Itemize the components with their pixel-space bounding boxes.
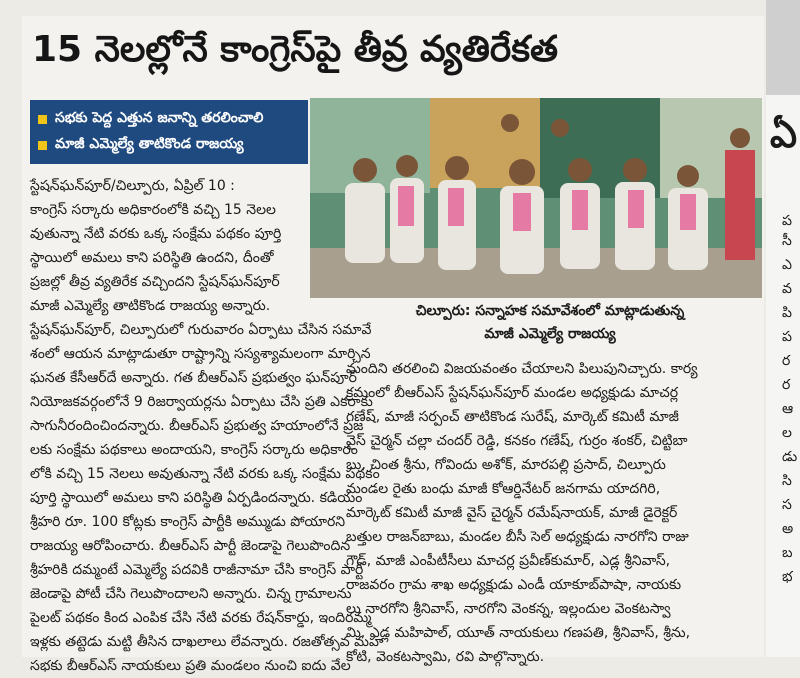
article-line: మాజీ ఎమ్మెల్యే తాటికొండ రాజయ్య అన్నారు. — [30, 298, 271, 314]
adjacent-text-fragment: ఆ — [782, 401, 794, 417]
adjacent-text-fragment: ల — [782, 425, 792, 441]
meeting-photo-illustration — [310, 98, 762, 298]
bullet-icon — [38, 115, 47, 124]
article-line: మందిని తరలించి విజయవంతం చేయాలని పిలుపునిచ్చారు. కార్య — [346, 361, 698, 377]
caption-line: చిల్పూరు: సన్నాహక సమావేశంలో మాట్లాడుతున్న — [415, 303, 685, 319]
meeting-photo — [310, 98, 762, 298]
article-line: రాజవరం గ్రామ శాఖ అధ్యక్షుడు ఎండీ యాకూబ్‌పాషా, నాయకు — [346, 577, 682, 593]
article-line: కోటి, వెంకటస్వామి, రవి పాల్గొన్నారు. — [346, 649, 545, 665]
article-line: పైలట్ పథకం కింద ఎంపిక చేసి నేటి వరకు రేషన్‌కార్డు, ఇందిరమ్మ — [30, 610, 372, 626]
article-line: ఘనత కేసీఆర్‌దే అన్నారు. గత బీఆర్ఎస్ ప్రభుత్వం ఘన్‌పూర్ — [30, 370, 357, 386]
adjacent-text-fragment: సీ — [782, 233, 792, 249]
article-line: లకు సంక్షేమ పథకాలు అందాయని, కాంగ్రెస్ సర్కారు అధికారం — [30, 442, 358, 458]
adjacent-text-fragment: స — [782, 497, 792, 513]
article-line: కాంగ్రెస్ సర్కారు అధికారంలోకి వచ్చి 15 నెలల — [30, 202, 276, 218]
article-line: పూర్తి స్థాయిలో అమలు కాని పరిస్థితి ఏర్పడిందన్నారు. కడియం — [30, 490, 363, 506]
adjacent-text-fragment: డు — [782, 449, 798, 465]
article-line: లు నారగోని శ్రీనివాస్, నారగోని వెంకన్న, ఇల్లందుల వెంకటస్వా — [346, 601, 671, 617]
article-line: శ్రీహరికి దమ్మంటే ఎమ్మెల్యే పదవికి రాజీనామా చేసి కాంగ్రెస్ పార్టీ — [30, 562, 364, 578]
subhead-item — [38, 132, 300, 158]
adjacent-text-fragment: అ — [782, 521, 794, 537]
article-line: గౌడ్, మాజీ ఎంపీటీసీలు మాచర్ల ప్రవీణ్‌కుమార్, ఎడ్ల శ్రీనివాస్, — [346, 553, 671, 569]
article-left-column — [30, 174, 384, 678]
adjacent-headline-fragment: ఏ — [770, 112, 798, 156]
article-line: మార్కెట్ కమిటీ మాజీ వైస్ చైర్మన్ రమేష్‌నాయక్, మాజీ డైరెక్టర్ — [346, 505, 678, 521]
article-line: ఇళ్లకు తట్టెడు మట్టి తీసిన దాఖలాలు లేవన్నారు. రజతోత్సవ మహ — [30, 634, 384, 650]
article-line: మి, ఎడ్ల మహిపాల్, యూత్ నాయకులు గణపతి, శ్రీనివాస్, శ్రీను, — [346, 625, 691, 641]
subhead-text: మాజీ ఎమ్మెల్యే తాటికొండ రాజయ్య — [55, 135, 244, 152]
adjacent-text-fragment: ప — [782, 329, 792, 345]
caption-line: మాజీ ఎమ్మెల్యే రాజయ్య — [484, 326, 616, 342]
article-line: శంలో ఆయన మాట్లాడుతూ రాష్ట్రాన్ని సస్యశ్యామలంగా మార్చిన — [30, 346, 371, 362]
article-line: బత్తుల రాజన్‌బాబు, మండల బీసీ సెల్ అధ్యక్షుడు నారగోని రాజు — [346, 529, 689, 545]
adjacent-text-fragment: ప — [782, 213, 792, 229]
adjacent-text-fragment: సి — [782, 473, 792, 489]
bullet-icon — [38, 141, 47, 150]
article-line: స్టేషన్‌ఘన్‌పూర్, చిల్పూరులో గురువారం ఏర్పాటు చేసిన సమావే — [30, 322, 372, 338]
article-line: ప్రజల్లో తీవ్ర వ్యతిరేక వచ్చిందని స్టేషన్‌ఘన్‌పూర్ — [30, 274, 280, 290]
article-right-column — [346, 357, 761, 669]
photo-caption — [340, 300, 760, 346]
subhead-box — [30, 100, 308, 164]
article-line: బు, చింత శ్రీను, గోవిందు అశోక్, మారపల్లి ప్రసాద్, చిల్పూరు — [346, 457, 666, 473]
headline: 15 నెలల్లోనే కాంగ్రెస్‌పై తీవ్ర వ్యతిరేకత — [32, 29, 559, 70]
adjacent-photo-edge — [766, 0, 800, 95]
adjacent-text-fragment: పి — [782, 305, 792, 321]
article-line: వుతున్నా నేటి వరకు ఒక్క సంక్షేమ పథకం పూర్తి — [30, 226, 282, 242]
article-line: శ్రీహరి రూ. 100 కోట్లకు కాంగ్రెస్ పార్టీకి అమ్ముడు పోయారని — [30, 514, 346, 530]
article-line: సభకు బీఆర్ఎస్ నాయకులు ప్రతి మండలం నుంచి ఐదు వేల — [30, 658, 351, 674]
adjacent-text-fragment: ఎ — [782, 257, 792, 273]
article-line: క్రమంలో బీఆర్ఎస్ స్టేషన్‌ఘన్‌పూర్ మండల అధ్యక్షుడు మాచర్ల — [346, 385, 679, 401]
article-line: నియోజకవర్గంలోనే 9 రిజర్వాయర్లను ఏర్పాటు చేసి ప్రతి ఎకరాకు — [30, 394, 373, 410]
adjacent-article-edge — [766, 0, 800, 657]
subhead-item — [38, 106, 300, 132]
article-line: లోకి వచ్చి 15 నెలలు అవుతున్నా నేటి వరకు ఒక్క సంక్షేమ పథకం — [30, 466, 380, 482]
adjacent-text-fragment: బ — [782, 545, 793, 561]
article-line: స్థాయిలో అమలు కాని పరిస్థితి ఉందని, దీంతో — [30, 250, 274, 266]
article-line: మండల రైతు బంధు మాజీ కోఆర్డినేటర్ జనగామ యాదగిరి, — [346, 481, 661, 497]
article-line: గణేష్, మాజీ సర్పంచ్ తాటికొండ సురేష్, మార్కెట్ కమిటీ మాజీ — [346, 409, 679, 425]
adjacent-text-fragment: ర — [782, 377, 791, 393]
adjacent-text-fragment: వ — [782, 281, 792, 297]
article-line: రాజయ్య ఆరోపించారు. బీఆర్ఎస్ పార్టీ జెండాపై గెలుపొందిన — [30, 538, 351, 554]
article-line: జెండాపై పోటీ చేసి గెలుపొందాలని అన్నారు. చిన్న గ్రామాలను — [30, 586, 352, 602]
subhead-text: సభకు పెద్ద ఎత్తున జనాన్ని తరలించాలి — [55, 109, 264, 126]
article-line: వైస్ చైర్మన్ చల్లా చందర్ రెడ్డి, కనకం గణేష్, గుర్రం శంకర్, చిట్టిబా — [346, 433, 688, 449]
article-line: స్టేషన్‌ఘన్‌పూర్/చిల్పూరు, ఏప్రిల్ 10 : — [30, 178, 235, 194]
adjacent-text-fragment: ర — [782, 353, 791, 369]
article-line: సాగునీరందించిందన్నారు. బీఆర్ఎస్ ప్రభుత్వ హయాంలోనే ప్రజ — [30, 418, 364, 434]
adjacent-text-fragment: భ — [782, 569, 793, 585]
